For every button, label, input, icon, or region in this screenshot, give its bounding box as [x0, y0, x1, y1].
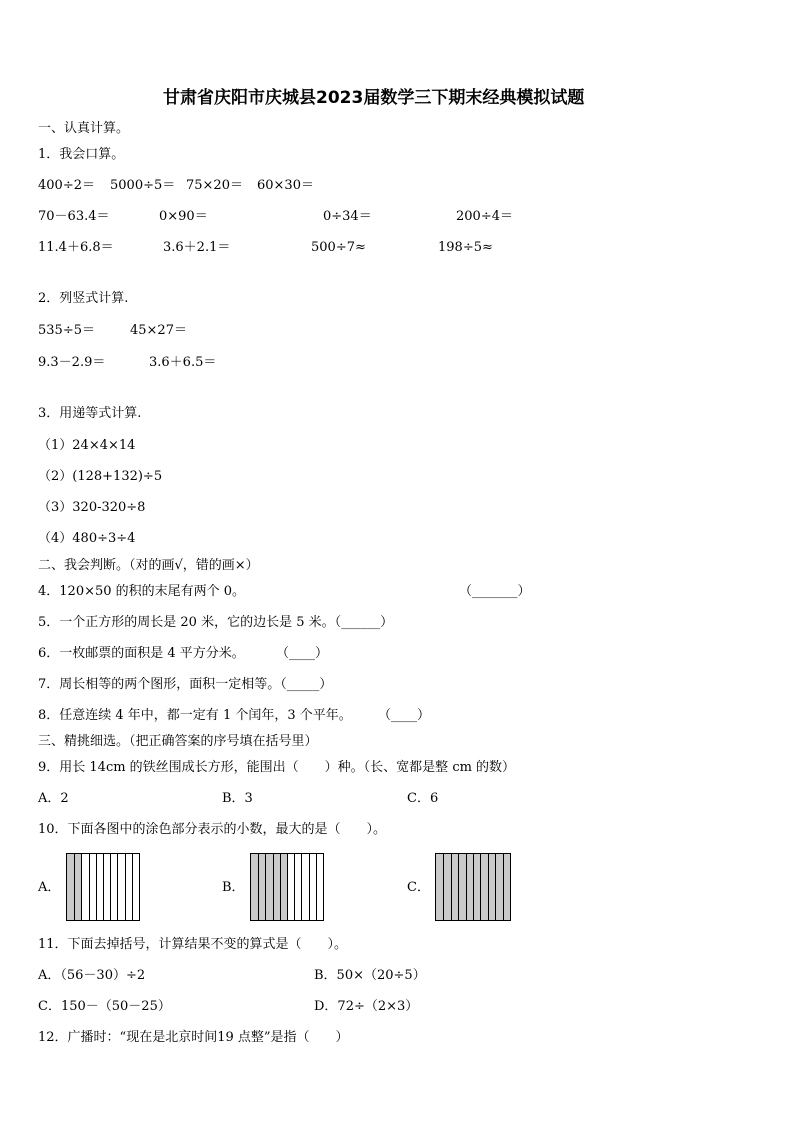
question-2-label: 2．列竖式计算.: [38, 291, 129, 306]
mental-calc-item: 5000÷5＝: [110, 178, 176, 193]
strip-divider: [258, 854, 259, 920]
strip-divider: [103, 854, 104, 920]
section-2-heading: 二、我会判断。（对的画√，错的画×）: [38, 558, 259, 573]
strip-divider: [316, 854, 317, 920]
decimal-figure-c: [435, 853, 511, 921]
answer-blank[interactable]: （_______）: [459, 584, 531, 599]
mental-calc-item: 400÷2＝: [38, 178, 95, 193]
mental-calc-item: 11.4＋6.8＝: [38, 240, 114, 255]
strip-divider: [480, 854, 481, 920]
mental-calc-item: 75×20＝: [186, 178, 243, 193]
question-8-text: 8．任意连续 4 年中，都一定有 1 个闰年，3 个平年。: [38, 708, 352, 723]
section-1-heading: 一、认真计算。: [38, 121, 130, 136]
stepwise-calc-item: （3）320-320÷8: [38, 500, 146, 515]
strip-divider: [81, 854, 82, 920]
mental-calc-item: 500÷7≈: [311, 240, 366, 255]
strip-divider: [309, 854, 310, 920]
strip-divider: [110, 854, 111, 920]
strip-divider: [443, 854, 444, 920]
strip-divider: [287, 854, 288, 920]
choice-option[interactable]: B．: [222, 880, 245, 895]
question-4-text: 4．120×50 的积的末尾有两个 0。: [38, 584, 246, 599]
strip-divider: [117, 854, 118, 920]
choice-option[interactable]: A．2: [38, 791, 69, 806]
strip-divider: [96, 854, 97, 920]
choice-option[interactable]: B．50×（20÷5）: [314, 968, 426, 983]
mental-calc-item: 0÷34＝: [323, 209, 372, 224]
strip-divider: [74, 854, 75, 920]
decimal-figure-b: [250, 853, 324, 921]
strip-divider: [125, 854, 126, 920]
question-11-text: 11．下面去掉括号，计算结果不变的算式是（ ）。: [38, 937, 348, 952]
mental-calc-item: 200÷4＝: [456, 209, 513, 224]
mental-calc-item: 60×30＝: [257, 178, 314, 193]
vertical-calc-item: 535÷5＝: [38, 323, 95, 338]
choice-option[interactable]: A．: [38, 880, 61, 895]
stepwise-calc-item: （1）24×4×14: [38, 438, 136, 453]
question-10-text: 10．下面各图中的涂色部分表示的小数，最大的是（ ）。: [38, 822, 387, 837]
mental-calc-item: 198÷5≈: [438, 240, 493, 255]
strip-divider: [280, 854, 281, 920]
strip-divider: [495, 854, 496, 920]
strip-divider: [294, 854, 295, 920]
decimal-figure-a: [66, 853, 140, 921]
shaded-region: [251, 854, 287, 920]
strip-divider: [301, 854, 302, 920]
choice-option[interactable]: A．（56－30）÷2: [38, 968, 146, 983]
answer-blank[interactable]: （____）: [378, 708, 431, 723]
stepwise-calc-item: （2）(128+132)÷5: [38, 469, 163, 484]
choice-option[interactable]: B．3: [222, 791, 253, 806]
choice-option[interactable]: C．150－（50－25）: [38, 999, 171, 1014]
stepwise-calc-item: （4）480÷3÷4: [38, 531, 136, 546]
question-12-text: 12．广播时：“现在是北京时间19 点整”是指（ ）: [38, 1030, 349, 1045]
choice-option[interactable]: C．: [407, 880, 430, 895]
question-9-text: 9．用长 14cm 的铁丝围成长方形，能围出（ ）种。（长、宽都是整 cm 的数）: [38, 760, 516, 775]
mental-calc-item: 70－63.4＝: [38, 209, 110, 224]
strip-divider: [458, 854, 459, 920]
question-6-text: 6．一枚邮票的面积是 4 平方分米。: [38, 646, 245, 661]
section-3-heading: 三、精挑细选。（把正确答案的序号填在括号里）: [38, 734, 318, 749]
choice-option[interactable]: D．72÷（2×3）: [314, 999, 419, 1014]
strip-divider: [132, 854, 133, 920]
vertical-calc-item: 9.3－2.9＝: [38, 355, 106, 370]
strip-divider: [466, 854, 467, 920]
mental-calc-item: 0×90＝: [159, 209, 208, 224]
question-7-text: 7．周长相等的两个图形，面积一定相等。（_____）: [38, 677, 333, 692]
strip-divider: [473, 854, 474, 920]
strip-divider: [451, 854, 452, 920]
mental-calc-item: 3.6＋2.1＝: [163, 240, 231, 255]
choice-option[interactable]: C．6: [407, 791, 439, 806]
answer-blank[interactable]: （____）: [276, 646, 329, 661]
vertical-calc-item: 3.6＋6.5＝: [149, 355, 217, 370]
vertical-calc-item: 45×27＝: [130, 323, 187, 338]
strip-divider: [488, 854, 489, 920]
strip-divider: [503, 854, 504, 920]
page-title: 甘肃省庆阳市庆城县2023届数学三下期末经典模拟试题: [163, 88, 585, 108]
question-1-label: 1．我会口算。: [38, 147, 125, 162]
strip-divider: [89, 854, 90, 920]
strip-divider: [265, 854, 266, 920]
question-3-label: 3．用递等式计算.: [38, 406, 142, 421]
strip-divider: [273, 854, 274, 920]
question-5-text: 5．一个正方形的周长是 20 米，它的边长是 5 米。（______）: [38, 615, 394, 630]
